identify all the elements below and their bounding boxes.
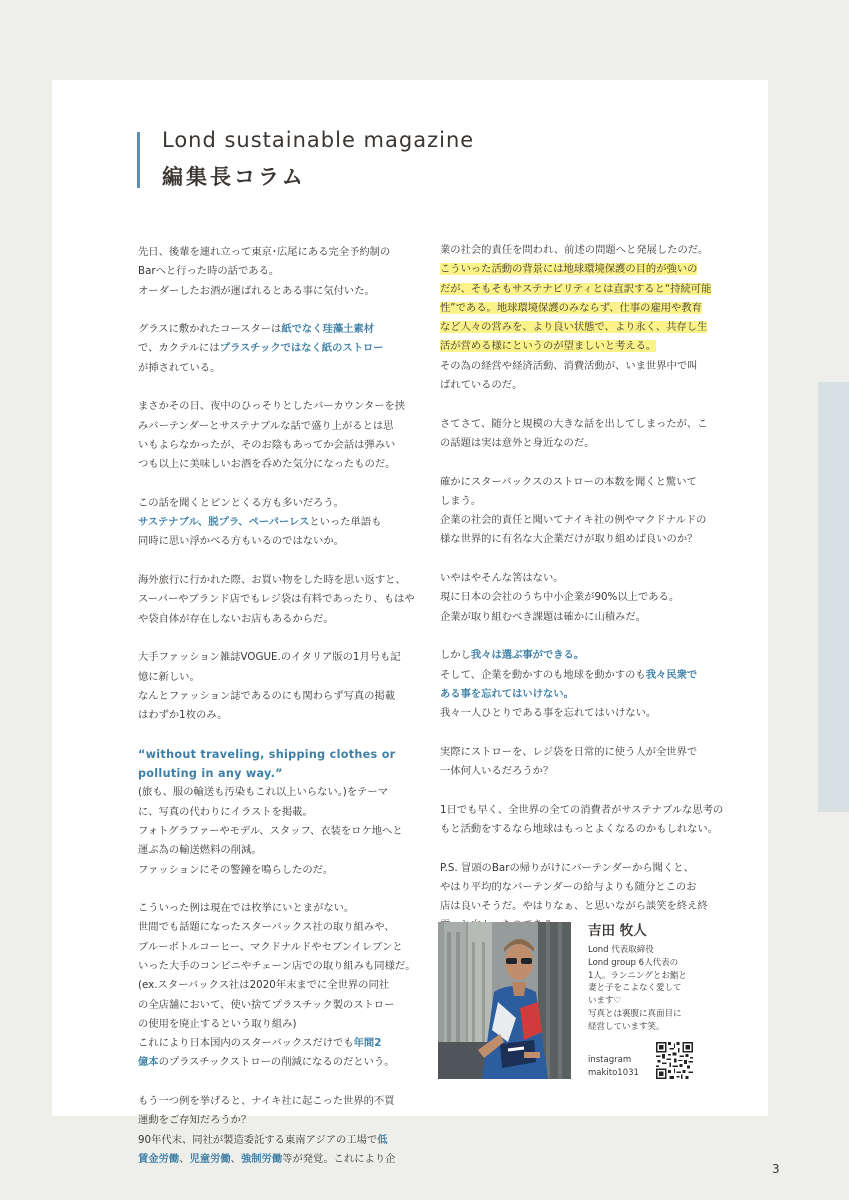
author-photo-illustration: [438, 922, 571, 1079]
text-line: 運動をご存知だろうか？: [138, 1114, 252, 1127]
author-bio: [588, 944, 700, 1034]
paragraph: [440, 415, 708, 454]
emphasis-text: 我々は選ぶ事ができる。: [470, 649, 585, 662]
text-span: といった単語も: [309, 516, 382, 529]
text-line: (旅も、服の輸送も汚染もこれ以上いらない。)をテーマ: [138, 786, 389, 799]
text-line: [440, 318, 708, 337]
instagram-info: [588, 1054, 639, 1080]
paragraph: [138, 648, 401, 725]
text-line: オーダーしたお酒が運ばれるとある事に気付いた。: [138, 284, 375, 297]
page-number: 3: [772, 1162, 780, 1176]
emphasis-text: 年間2: [353, 1037, 382, 1050]
text-line: この話を聞くとピンとくる方も多いだろう。: [138, 496, 344, 509]
paragraph: [138, 494, 394, 552]
pull-quote: “without traveling, shipping clothes or: [138, 747, 396, 761]
emphasis-text: 紙でなく珪藻土素材: [281, 323, 375, 336]
paragraph: [138, 745, 403, 880]
paragraph: [138, 1092, 394, 1169]
text-line: 実際にストローを、レジ袋を日常的に使う人が全世界で: [440, 745, 698, 758]
text-line: [440, 260, 696, 279]
text-line: スーパーやブランド店でもレジ袋は有料であったり、もはや: [138, 593, 415, 606]
text-line: いった大手のコンビニやチェーン店での取り組みも同様だ。: [138, 959, 416, 972]
text-span: グラスに敷かれたコースターは: [138, 323, 282, 336]
paragraph: [440, 801, 724, 840]
text-line: 先日、後輩を連れ立って東京･広尾にある完全予約制の: [138, 246, 391, 258]
text-line: の話題は実は意外と身近なのだ。: [440, 436, 595, 449]
paragraph: [440, 241, 712, 395]
text-line: もう一つ例を挙げると、ナイキ社に起こった世界的不買: [138, 1095, 395, 1108]
emphasis-text: プラスチックではなく紙のストロー: [219, 342, 384, 355]
text-line: 同時に思い浮かべる方もいるのではないか。: [138, 535, 344, 548]
text-span: 、: [179, 1152, 190, 1165]
text-line: [138, 339, 394, 358]
text-line: [138, 320, 394, 339]
text-line: [138, 1053, 394, 1072]
text-span: しかし: [440, 649, 471, 662]
bio-line: 経営しています笑。: [588, 1021, 665, 1032]
paragraph: [138, 243, 394, 301]
emphasis-text: 強制労働: [240, 1152, 283, 1165]
text-line: [440, 299, 702, 318]
text-line: 憶に新しい。: [138, 670, 200, 683]
paragraph: [138, 397, 406, 474]
text-line: もと活動をするなら地球はもっとよくなるのかもしれない。: [440, 822, 719, 835]
author-photo: [438, 922, 571, 1079]
bio-line: Lond group 6人代表の: [588, 957, 679, 968]
text-line: やはり平均的なバーテンダーの給与よりも随分とこのお: [440, 880, 697, 893]
text-line: まさかその日、夜中のひっそりとしたバーカウンターを挟: [138, 400, 406, 413]
paragraph: [138, 320, 394, 378]
paragraph: [138, 899, 416, 1073]
highlighted-text: 活が営める様にというのが望ましいと考える。: [440, 340, 657, 353]
text-line: なんとファッション誌であるのにも関わらず写真の掲載: [138, 689, 396, 702]
bio-line: 1人。ランニングとお鮨と: [588, 970, 687, 981]
text-line: ブルーボトルコーヒー、マクドナルドやセブンイレブンと: [138, 940, 403, 953]
text-line: P.S. 冒頭のBarの帰りがけにバーテンダーから聞くと、: [440, 861, 694, 874]
text-line: 確かにスターバックスのストローの本数を聞くと驚いて: [440, 475, 697, 488]
text-line: 我々一人ひとりである事を忘れてはいけない。: [440, 707, 657, 720]
paragraph: [440, 473, 707, 550]
bio-line: 写真とは裏腹に真面目に: [588, 1008, 682, 1019]
text-line: ばれているのだ。: [440, 379, 523, 392]
text-line: [440, 280, 712, 299]
text-line: [440, 646, 696, 665]
text-line: つも以上に美味しいお酒を呑めた気分になったものだ。: [138, 458, 396, 471]
instagram-label: instagram: [588, 1055, 632, 1065]
highlighted-text: など人々の営みを、より良い状態で、より永く、共存し生: [440, 321, 708, 334]
text-line: いもよらなかったが、そのお陰もあってか会話は弾みい: [138, 438, 396, 451]
emphasis-text: サステナブル、脱プラ、ペーパーレス: [138, 516, 310, 529]
text-line: こういった例は現在では枚挙にいとまがない。: [138, 902, 355, 915]
text-line: [440, 337, 696, 356]
text-line: に、写真の代わりにイラストを掲載。: [138, 805, 313, 818]
emphasis-text: 億本: [138, 1056, 159, 1069]
text-line: Barへと行った時の話である。: [138, 265, 280, 278]
text-line: さてさて、随分と規模の大きな話を出してしまったが、こ: [440, 417, 708, 430]
text-span: 等が発覚。これにより企: [282, 1152, 396, 1165]
left-column: [138, 243, 416, 1189]
text-line: [138, 513, 394, 532]
text-line: 企業が取り組むべき課題は確かに山積みだ。: [440, 610, 646, 623]
emphasis-text: 児童労働: [189, 1152, 231, 1165]
text-line: [138, 1150, 394, 1169]
text-line: [138, 1131, 394, 1150]
text-span: 90年代末、同社が製造委託する東南アジアの工場で: [138, 1133, 378, 1146]
paragraph: [440, 569, 696, 627]
text-line: の使用を廃止するという取り組み): [138, 1017, 297, 1030]
text-line: 企業の社会的責任と聞いてナイキ社の例やマクドナルドの: [440, 514, 707, 527]
text-line: しまう。: [440, 494, 482, 507]
author-name: 吉田 牧人: [588, 923, 647, 939]
text-line: いやはやそんな筈はない。: [440, 572, 564, 585]
magazine-title: Lond sustainable magazine: [162, 128, 475, 152]
text-line: 大手ファッション雑誌VOGUE.のイタリア版の1月号も記: [138, 651, 401, 664]
text-span: 、: [230, 1152, 241, 1165]
text-line: はわずか1枚のみ。: [138, 709, 228, 722]
qr-code-icon[interactable]: [656, 1042, 693, 1079]
text-line: や袋自体が存在しないお店もあるからだ。: [138, 612, 334, 625]
highlighted-text: 性”である。地球環境保護のみならず、仕事の雇用や教育: [440, 301, 702, 314]
text-span: これにより日本国内のスターバックスだけでも: [138, 1037, 354, 1050]
emphasis-text: 我々民衆で: [645, 668, 698, 681]
text-line: 世間でも話題になったスターバックス社の取り組みや、: [138, 921, 395, 934]
text-line: 業の社会的責任を問われ、前述の問題へと発展したのだ。: [440, 244, 709, 256]
text-line: 店は良いそうだ。やはりなぁ、と思いながら談笑を終え終: [440, 900, 708, 913]
text-line: ファッションにその警鐘を鳴らしたのだ。: [138, 863, 334, 876]
emphasis-text: ある事を忘れてはいけない。: [440, 687, 574, 700]
column-title: 編集長コラム: [162, 165, 306, 189]
text-span: のプラスチックストローの削減になるのだという。: [158, 1056, 395, 1069]
bio-line: います♡: [588, 996, 622, 1007]
text-line: 1日でも早く、全世界の全ての消費者がサステナブルな思考の: [440, 803, 724, 816]
paragraph: [440, 646, 696, 723]
paragraph: [138, 571, 415, 629]
emphasis-text: 賃金労働: [138, 1152, 180, 1165]
bio-line: 妻と子をこよなく愛して: [588, 983, 682, 994]
highlighted-text: こういった活動の背景には地球環境保護の目的が強いの: [440, 263, 698, 276]
bio-line: Lond 代表取締役: [588, 945, 654, 955]
side-tab: [818, 382, 849, 812]
text-line: (ex.スターバックス社は2020年末までに全世界の同社: [138, 979, 390, 992]
text-line: フォトグラファーやモデル、スタッフ、衣装をロケ地へと: [138, 824, 403, 837]
text-line: が挿されている。: [138, 361, 221, 374]
instagram-handle[interactable]: makito1031: [588, 1068, 639, 1078]
pull-quote: polluting in any way.”: [138, 767, 283, 781]
text-line: 現に日本の会社のうち中小企業が90%以上である。: [440, 591, 680, 604]
text-line: [138, 1034, 394, 1053]
text-line: 一体何人いるだろうか？: [440, 765, 554, 778]
emphasis-text: 低: [377, 1133, 388, 1146]
text-line: 様な世界的に有名な大企業だけが取り組めば良いのか？: [440, 533, 698, 546]
text-span: そして、企業を動かすのも地球を動かすのも: [440, 668, 646, 681]
text-line: その為の経営や経済活動、消費活動が、いま世界中で叫: [440, 359, 698, 372]
text-line: 海外旅行に行かれた際、お買い物をした時を思い返すと、: [138, 574, 406, 587]
paragraph: [440, 743, 696, 782]
text-span: で、カクテルには: [138, 342, 220, 355]
right-column: [440, 241, 724, 955]
title-accent-bar: [137, 132, 140, 188]
text-line: みバーテンダーとサステナブルな話で盛り上がるとは思: [138, 419, 394, 432]
text-line: [440, 666, 696, 685]
text-line: 運ぶ為の輸送燃料の削減。: [138, 844, 262, 857]
highlighted-text: だが、そもそもサステナビリティとは直訳すると“持続可能: [440, 282, 712, 295]
text-line: の全店舗において、使い捨てプラスチック製のストロー: [138, 998, 395, 1011]
